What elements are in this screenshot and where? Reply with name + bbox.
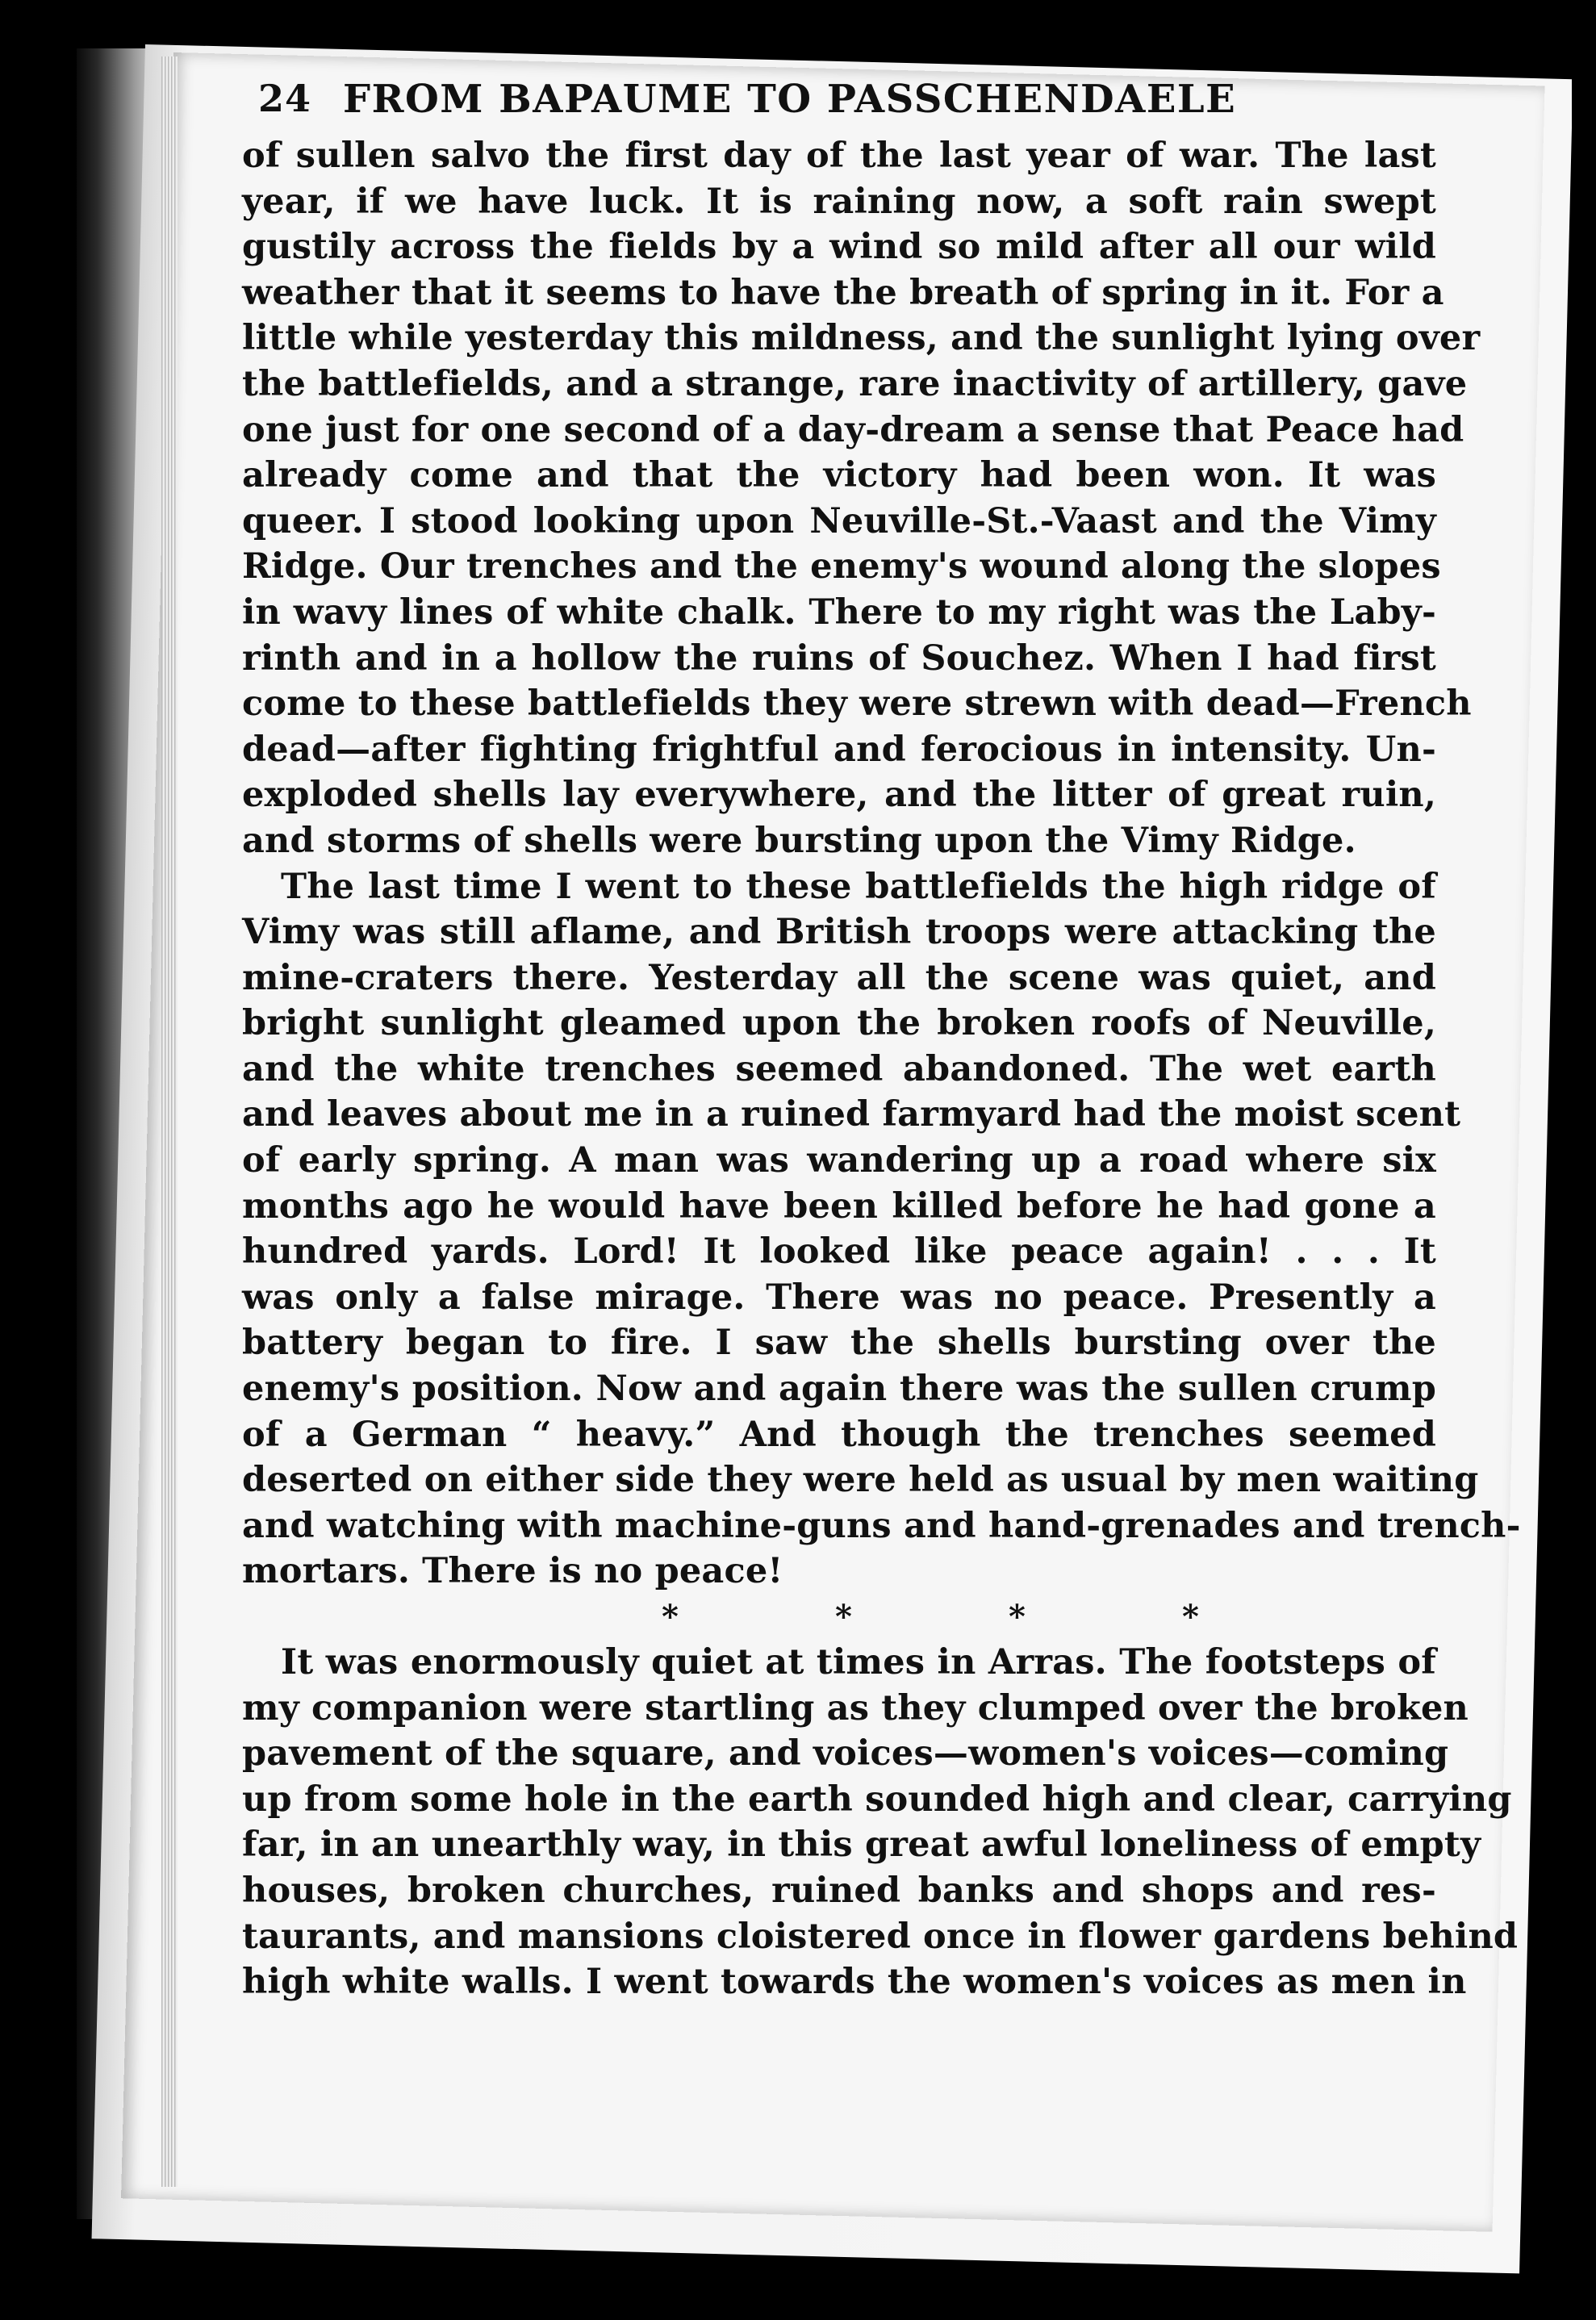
text-line: gustily across the fields by a wind so mild after all our wild <box>242 227 1436 268</box>
body-text <box>242 133 1521 2005</box>
section-separator <box>242 1595 1436 1640</box>
text-line: in wavy lines of white chalk. There to my right was the Laby- <box>242 591 1436 633</box>
text-line: rinth and in a hollow the ruins of Souchez. When I had first <box>242 637 1436 679</box>
text-line: already come and that the victory had been won. It was <box>242 455 1436 496</box>
text-line: far, in an unearthly way, in this great awful loneliness of empty <box>242 1825 1481 1866</box>
text-line: hundred yards. Lord! It looked like peace again! . . . It <box>242 1231 1436 1273</box>
text-line: dead—after fighting frightful and ferocious in intensity. Un- <box>242 729 1436 770</box>
text-line: queer. I stood looking upon Neuville-St.-Vaast and the Vimy <box>242 500 1436 541</box>
asterisk: * <box>1009 1598 1026 1636</box>
page-number: 24 <box>258 77 312 120</box>
text-line: and watching with machine-guns and hand-grenades and trench- <box>242 1505 1521 1546</box>
running-title: FROM BAPAUME TO PASSCHENDAELE <box>343 77 1237 122</box>
scan-right-edge <box>1572 0 1596 2320</box>
text-line: of a German “ heavy.” And though the trenches seemed <box>242 1414 1436 1455</box>
text-line: up from some hole in the earth sounded high and clear, carrying <box>242 1779 1512 1820</box>
text-line: months ago he would have been killed before he had gone a <box>242 1185 1436 1227</box>
text-line: the battlefields, and a strange, rare inactivity of artillery, gave <box>242 363 1468 404</box>
text-line: deserted on either side they were held as usual by men waiting <box>242 1460 1479 1501</box>
text-line: of early spring. A man was wandering up a road where six <box>242 1140 1436 1181</box>
text-line: mine-craters there. Yesterday all the scene was quiet, and <box>242 957 1436 998</box>
paragraph-2 <box>242 864 1521 1595</box>
paragraph-1 <box>242 133 1481 864</box>
text-line: was only a false mirage. There was no peace. Presently a <box>242 1277 1436 1318</box>
text-line: It was enormously quiet at times in Arras. The footsteps of <box>281 1642 1436 1683</box>
text-line: bright sunlight gleamed upon the broken roofs of Neuville, <box>242 1003 1436 1044</box>
asterisk: * <box>835 1598 853 1636</box>
text-line: one just for one second of a day-dream a sense that Peace had <box>242 409 1464 450</box>
page-header <box>258 77 1428 133</box>
text-line: Ridge. Our trenches and the enemy's wound along the slopes <box>242 546 1441 587</box>
text-line: exploded shells lay everywhere, and the litter of great ruin, <box>242 775 1436 816</box>
paragraph-3 <box>242 1640 1519 2005</box>
text-line: taurants, and mansions cloistered once in flower gardens behind <box>242 1916 1519 1957</box>
text-line: weather that it seems to have the breath of spring in it. For a <box>242 272 1444 313</box>
text-line: and storms of shells were bursting upon the Vimy Ridge. <box>242 820 1356 861</box>
asterisk: * <box>1182 1598 1200 1636</box>
text-line: The last time I went to these battlefields the high ridge of <box>281 866 1436 907</box>
text-line: pavement of the square, and voices—women's voices—coming <box>242 1733 1449 1774</box>
text-line: enemy's position. Now and again there was the sullen crump <box>242 1369 1436 1410</box>
text-line: high white walls. I went towards the women's voices as men in <box>242 1962 1467 2003</box>
text-line: battery began to fire. I saw the shells bursting over the <box>242 1323 1436 1364</box>
text-line: my companion were startling as they clumped over the broken <box>242 1687 1469 1729</box>
text-line: and leaves about me in a ruined farmyard had the moist scent <box>242 1094 1461 1135</box>
page-edges <box>161 56 178 2187</box>
text-line: and the white trenches seemed abandoned. The wet earth <box>242 1048 1436 1089</box>
asterisk: * <box>662 1598 679 1636</box>
text-line: Vimy was still aflame, and British troops were attacking the <box>242 912 1436 953</box>
text-line: mortars. There is no peace! <box>242 1551 783 1592</box>
text-line: houses, broken churches, ruined banks and shops and res- <box>242 1870 1436 1911</box>
text-line: little while yesterday this mildness, and the sunlight lying over <box>242 318 1481 359</box>
text-line: come to these battlefields they were strewn with dead—French <box>242 683 1472 725</box>
text-line: of sullen salvo the first day of the last year of war. The last <box>242 136 1436 176</box>
text-line: year, if we have luck. It is raining now, a soft rain swept <box>242 181 1436 222</box>
